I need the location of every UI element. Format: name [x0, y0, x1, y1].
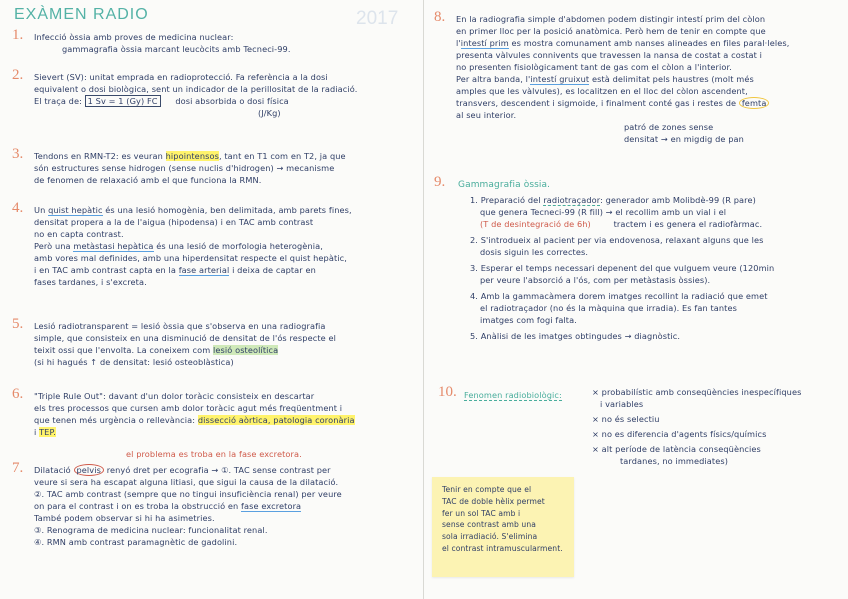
radiotracer-term: radiotraçador [543, 195, 601, 205]
item-9-step-1b: : generador amb Molibdè-99 (R pare) [600, 195, 756, 205]
item-6-line-4a: i [34, 427, 37, 437]
item-8-line-9: al seu interior. [456, 110, 517, 120]
item-9-step-1 [470, 194, 840, 206]
item-2-line-2: equivalent o dosi biològica, sent un indicador de la perillositat de la radiació. [34, 84, 358, 94]
item-10-bullet-4: × alt període de latència conseqüències [592, 444, 761, 454]
item-9-step-1e: tractem i es genera el radiofàrmac. [613, 219, 763, 229]
item-10-bullet-4b: tardanes, no immediates) [620, 456, 729, 466]
sticky-line-4: sense contrast amb una [442, 520, 536, 530]
item-2-units: (J/Kg) [258, 108, 281, 118]
item-4-line-3: no en capta contrast. [34, 229, 124, 239]
item-10-heading [464, 389, 562, 401]
aortic-coronary-highlight: dissecció aòrtica, patologia coronària [197, 415, 355, 425]
item-10-bullets [592, 386, 840, 467]
item-10-bullet-3: × no es diferencia d'agents físics/químics [592, 429, 767, 439]
item-4-line-4 [34, 240, 418, 252]
hepatic-cyst-term: quist hepàtic [48, 205, 103, 215]
item-8-line-7: amples que les vàlvules), es localitzen en el lloc del còlon ascendent, [456, 86, 748, 96]
item-3-line-1 [34, 150, 418, 162]
item-4-line-4b: és una lesió de morfologia heterogènia, [156, 241, 323, 251]
item-8-line-6a: Per altra banda, l' [456, 74, 531, 84]
item-8-line-3a: l' [456, 38, 461, 48]
item-9-step-4: 4. Amb la gammacàmera dorem imatges recollint la radiació que emet [470, 291, 768, 301]
item-5-line-2: simple, que consisteix en una disminució de densitat de l'ós respecte el [34, 333, 336, 343]
item-3-text [34, 150, 418, 186]
item-4-text [34, 204, 418, 288]
tep-highlight: TEP. [39, 427, 56, 437]
item-9-steps [470, 194, 840, 342]
item-2-number: 2. [12, 67, 24, 83]
item-4-line-2: densitat propera a la de l'aigua (hipodensa) i en TAC amb contrast [34, 217, 314, 227]
item-8-line-2: en primer lloc per la posició anatòmica. Però hem de tenir en compte que [456, 26, 766, 36]
item-6-line-4 [34, 426, 418, 438]
sticky-note [432, 477, 574, 577]
item-1-number: 1. [12, 27, 24, 43]
item-8-line-6b: està delimitat pels haustres (molt més [591, 74, 754, 84]
item-8-note-1: patró de zones sense [624, 122, 714, 132]
item-6-text [34, 390, 418, 438]
item-4-line-5: amb vores mal definides, amb una hiperdensitat respecte el quist hepàtic, [34, 253, 347, 263]
item-8-number: 8. [434, 9, 446, 25]
item-7-line-1b: renyó dret per ecografia → ①. TAC sense contrast per [106, 465, 331, 475]
item-7-line-7: ④. RMN amb contrast paramagnètic de gadolini. [34, 537, 238, 547]
item-7-line-1 [34, 464, 418, 476]
item-4-line-1 [34, 204, 418, 216]
item-9-step-5: 5. Anàlisi de les imatges obtingudes → diagnòstic. [470, 331, 681, 341]
large-intestine-term: intestí gruixut [530, 74, 590, 84]
item-7-line-1a: Dilatació [34, 465, 71, 475]
item-5-number: 5. [12, 316, 24, 332]
item-4-line-7: fases tardanes, i s'excreta. [34, 277, 147, 287]
item-9-step-2b: dosis siguin les correctes. [480, 247, 589, 257]
item-7-number: 7. [12, 460, 24, 476]
item-8-line-1: En la radiografia simple d'abdomen podem distingir intestí prim del còlon [456, 14, 766, 24]
item-8-line-4: presenta vàlvules connivents que travessen la nansa de costat a costat i [456, 50, 763, 60]
year-watermark: 2017 [356, 8, 399, 29]
item-6-line-2: els tres processos que cursen amb dolor toràcic agut més freqüentment i [34, 403, 343, 413]
sticky-note-text [442, 484, 568, 555]
decay-time-note: (T de desintegració de 6h) [480, 219, 591, 229]
item-2-text [34, 71, 418, 119]
item-5-line-4: (si hi hagués ↑ de densitat: lesió osteoblàstica) [34, 357, 234, 367]
pelvis-circled: pelvis [74, 464, 105, 476]
item-9-step-4b: el radiotraçador (no és la màquina que irradia). Es fan tantes [480, 303, 737, 313]
item-9-step-4c: imatges com fogi falta. [480, 315, 577, 325]
item-5-text [34, 320, 418, 368]
item-7-line-4a: on para el contrast i on es troba la obstrucció en [34, 501, 239, 511]
item-7-line-6: ③. Renograma de medicina nuclear: funcionalitat renal. [34, 525, 268, 535]
item-9-step-1c: que genera Tecneci-99 (R fill) → el recollim amb un vial i el [480, 207, 727, 217]
hypointense-highlight: hipointensos [165, 151, 219, 161]
item-5-line-3 [34, 344, 418, 356]
item-9-number: 9. [434, 174, 446, 190]
item-10-heading-text: Fenomen radiobiològic: [464, 390, 562, 400]
stool-circled: femta [739, 97, 770, 109]
item-4-line-6a: i en TAC amb contrast capta en la [34, 265, 176, 275]
item-4-line-6b: i deixa de captar en [232, 265, 316, 275]
item-8-line-8a: transvers, descendent i sigmoide, i finalment conté gas i restes de [456, 98, 737, 108]
item-3-line-1b: , tant en T1 com en T2, ja que [218, 151, 346, 161]
item-3-line-2: són estructures sense hidrogen (sense nuclis d'hidrogen) → mecanisme [34, 163, 335, 173]
sticky-line-2: TAC de doble hèlix permet [442, 496, 545, 506]
item-7-line-4 [34, 500, 418, 512]
sticky-line-1: Tenir en compte que el [442, 485, 532, 494]
small-intestine-term: intestí prim [460, 38, 509, 48]
item-4-line-6 [34, 264, 418, 276]
sievert-formula-box: 1 Sv = 1 (Gy) FC [85, 95, 161, 107]
hepatic-metastasis-term: metàstasi hepàtica [73, 241, 154, 251]
item-6-line-3 [34, 414, 418, 426]
item-1-text [34, 31, 414, 55]
item-8-line-8 [456, 97, 840, 109]
item-10-bullet-1b: i variables [600, 399, 644, 409]
item-8-note-2: densitat → en migdig de pan [624, 134, 744, 144]
item-10-bullet-2: × no és selectiu [592, 414, 660, 424]
item-7-text [34, 464, 418, 548]
item-5-line-1: Lesió radiotransparent = lesió òssia que s'observa en una radiografia [34, 321, 326, 331]
page-title: EXÀMEN RADIO [14, 6, 149, 23]
item-7-line-2: veure si sera ha escapat alguna litiasi, que sigui la causa de la dilatació. [34, 477, 339, 487]
item-3-line-1a: Tendons en RMN-T2: es veuran [34, 151, 163, 161]
item-9-step-3b: per veure l'absorció a l'ós, com per metàstasis òssies). [480, 275, 711, 285]
excretory-phase-term: fase excretora [241, 501, 302, 511]
item-4-line-4a: Però una [34, 241, 71, 251]
item-1-line-1: Infecció òssia amb proves de medicina nuclear: [34, 32, 234, 42]
item-9-heading: Gammagrafia òssia. [458, 180, 551, 190]
item-2-line-1: Sievert (SV): unitat emprada en radioprotecció. Fa referència a la dosi [34, 72, 328, 82]
item-3-number: 3. [12, 146, 24, 162]
item-10-number: 10. [438, 384, 457, 400]
item-4-number: 4. [12, 200, 24, 216]
item-8-line-3 [456, 37, 840, 49]
item-6-line-3a: que tenen més urgència o rellevància: [34, 415, 196, 425]
item-2-line-3 [34, 95, 418, 107]
item-9-step-2: 2. S'introdueix al pacient per via endovenosa, relaxant alguns que les [470, 235, 764, 245]
item-1-line-2: gammagrafia òssia marcant leucòcits amb Tecneci-99. [62, 44, 291, 54]
item-5-line-3a: teixit ossi que l'envolta. La coneixem com [34, 345, 211, 355]
item-9-step-1-row [470, 218, 840, 230]
osteolytic-lesion-highlight: lesió osteolítica [213, 345, 279, 355]
arterial-phase-term: fase arterial [178, 265, 230, 275]
item-4-line-1a: Un [34, 205, 46, 215]
item-6-number: 6. [12, 386, 24, 402]
item-3-line-3: de fenomen de relaxació amb el que funciona la RMN. [34, 175, 262, 185]
item-6-line-1: "Triple Rule Out": davant d'un dolor toràcic consisteix en descartar [34, 391, 315, 401]
item-9-step-1a: 1. Preparació del [470, 195, 541, 205]
item-4-line-1b: és una lesió homogènia, ben delimitada, amb parets fines, [105, 205, 352, 215]
item-9-step-3: 3. Esperar el temps necessari depenent del que vulguem veure (120min [470, 263, 775, 273]
item-7-line-3: ②. TAC amb contrast (sempre que no tingui insuficiència renal) per veure [34, 489, 342, 499]
item-2-dose-note: dosi absorbida o dosi física [175, 96, 289, 106]
item-8-line-3b: es mostra comunament amb nanses alineades en files paral·leles, [511, 38, 790, 48]
sticky-line-3: fer un sol TAC amb i [442, 508, 521, 518]
sticky-line-6: el contrast intramuscularment. [442, 543, 563, 553]
item-8-line-6 [456, 73, 840, 85]
item-7-line-5: També podem observar si hi ha asimetries. [34, 513, 215, 523]
sticky-line-5: sola irradiació. S'elimina [442, 532, 538, 542]
item-8-text [456, 13, 840, 145]
item-10-bullet-1: × probabilístic amb conseqüències inespecífiques [592, 387, 802, 397]
item-8-line-5: no presenten fisiològicament tant de gas com el còlon a l'interior. [456, 62, 732, 72]
item-7-note: el problema es troba en la fase excretora. [126, 449, 302, 459]
item-2-trace-label: El traça de: [34, 96, 82, 106]
